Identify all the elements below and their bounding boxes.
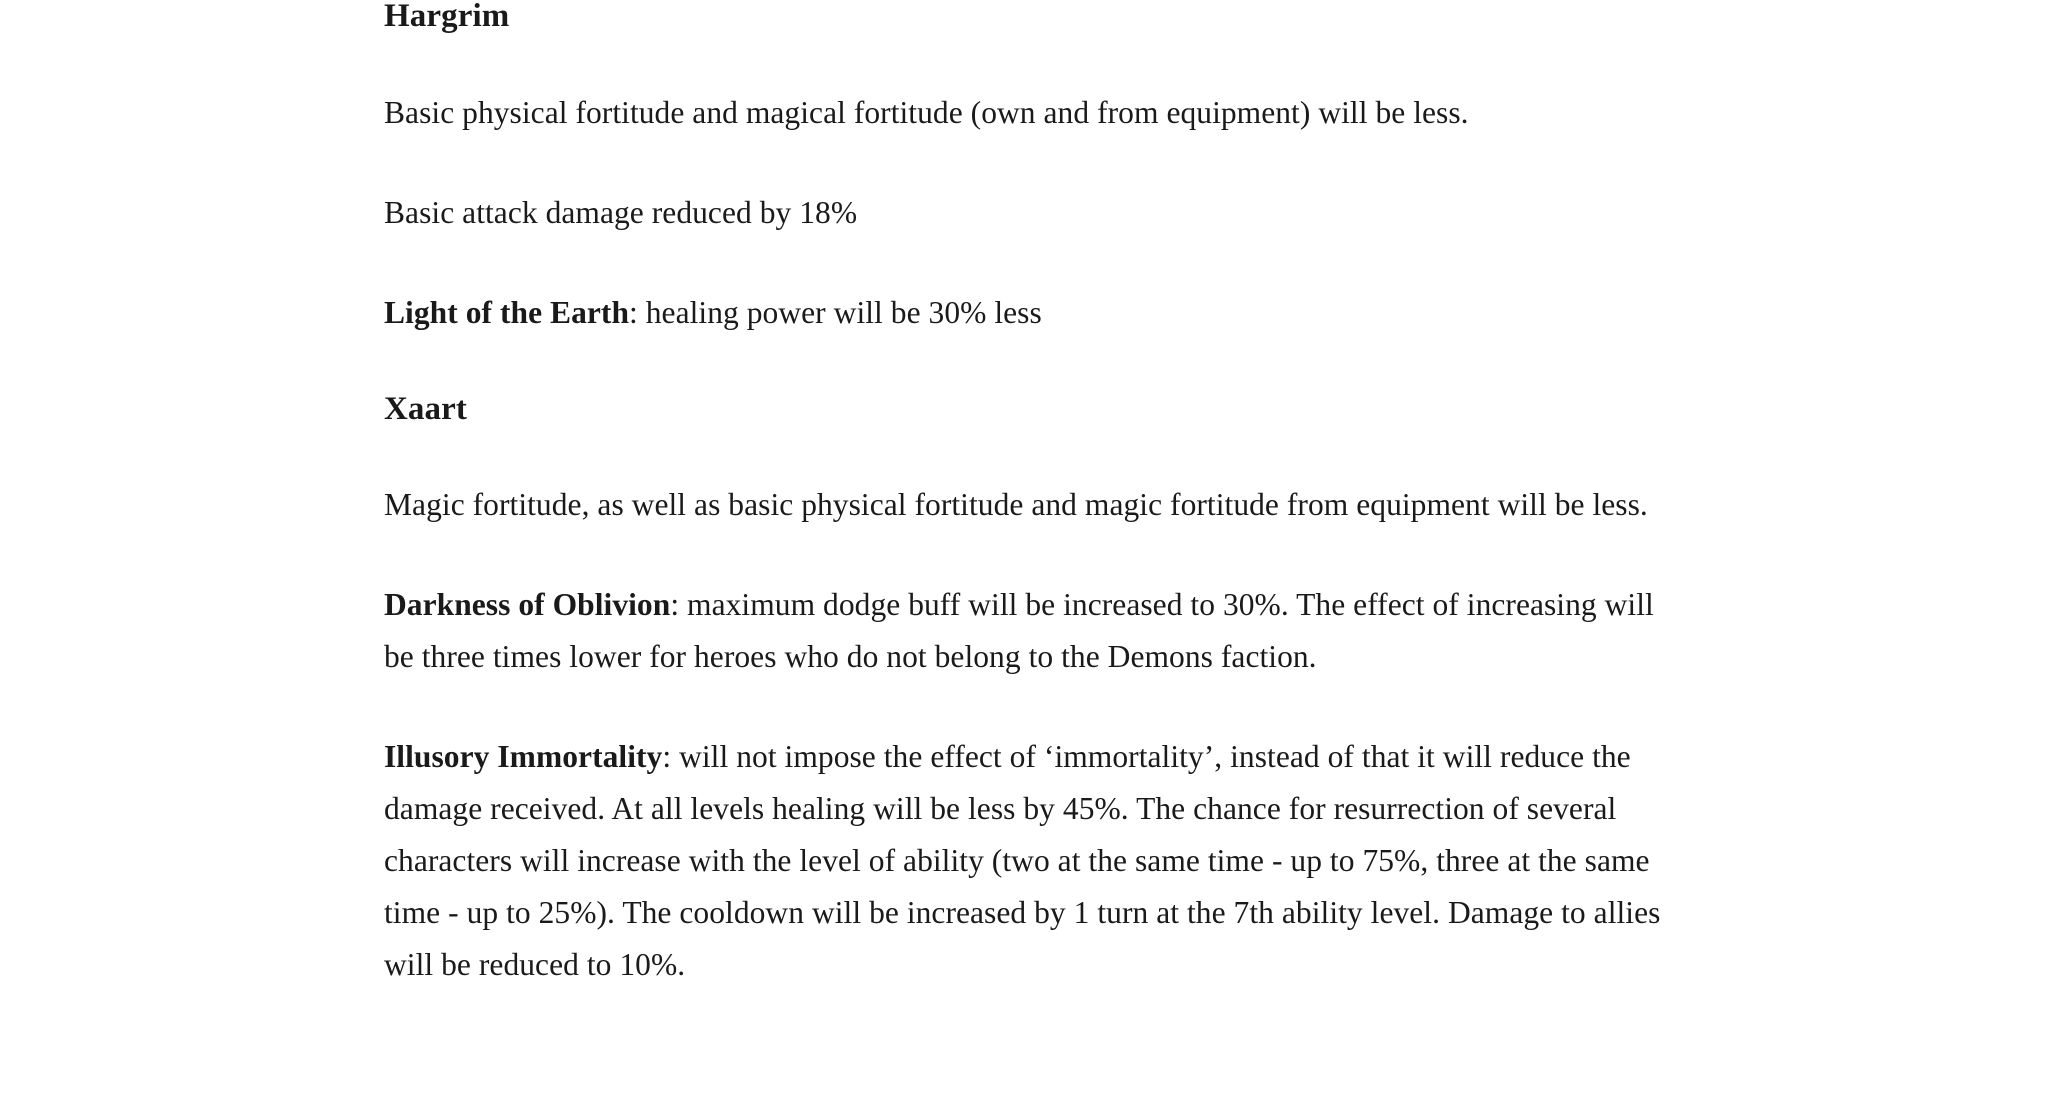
paragraph-xaart-illusory-immortality (384, 731, 1674, 991)
ability-description-darkness-of-oblivion: : maximum dodge buff will be increased to 30%. The effect of increasing will be three times lower for heroes who do not belong to the Demons faction. (384, 587, 1654, 675)
paragraph-xaart-fortitude: Magic fortitude, as well as basic physical fortitude and magic fortitude from equipment will be less. (384, 487, 1648, 523)
paragraph-hargrim-fortitude: Basic physical fortitude and magical fortitude (own and from equipment) will be less. (384, 94, 1469, 130)
ability-name-darkness-of-oblivion: Darkness of Oblivion (384, 587, 671, 623)
paragraph-xaart-darkness-of-oblivion (384, 579, 1674, 683)
ability-description-illusory-immortality: : will not impose the effect of ‘immortality’, instead of that it will reduce the damage received. At all levels healing will be less by 45%. The chance for resurrection of several characters will increase with the level of ability (two at the same time - up to 75%, three at the same time - up to 25%). The cooldown will be increased by 1 turn at the 7th ability level. Damage to allies will be reduced to 10%. (384, 739, 1661, 983)
hero-heading-xaart: Xaart (384, 390, 467, 427)
paragraph-hargrim-attack-damage: Basic attack damage reduced by 18% (384, 194, 858, 230)
ability-name-illusory-immortality: Illusory Immortality (384, 739, 663, 775)
ability-description-light-of-the-earth: : healing power will be 30% less (629, 294, 1042, 330)
hero-heading-hargrim: Hargrim (384, 0, 510, 34)
paragraph-hargrim-light-of-the-earth (384, 287, 1674, 339)
ability-name-light-of-the-earth: Light of the Earth (384, 294, 630, 330)
document-body (384, 0, 1674, 991)
